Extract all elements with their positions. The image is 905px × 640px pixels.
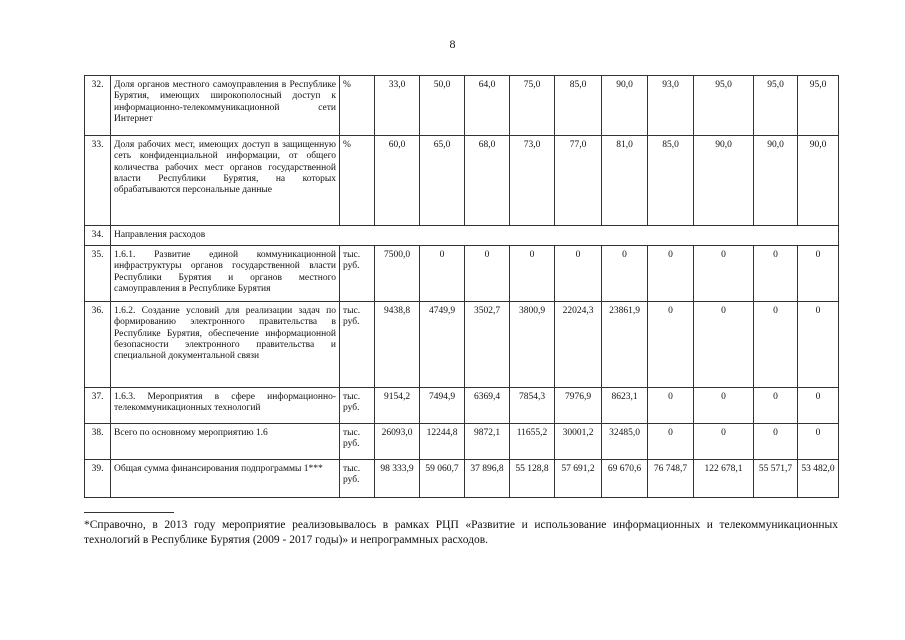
value-cell: 23861,9 — [602, 302, 648, 388]
value-cell: 9154,2 — [375, 388, 420, 424]
value-cell: 4749,9 — [420, 302, 465, 388]
value-cell: 7854,3 — [510, 388, 555, 424]
row-unit: тыс. руб. — [340, 424, 375, 460]
value-cell: 50,0 — [420, 76, 465, 136]
value-cell: 0 — [754, 302, 798, 388]
value-cell: 90,0 — [754, 136, 798, 226]
value-cell: 0 — [648, 246, 694, 302]
value-cell: 0 — [798, 246, 839, 302]
value-cell: 3800,9 — [510, 302, 555, 388]
row-unit: тыс. руб. — [340, 388, 375, 424]
value-cell: 0 — [602, 246, 648, 302]
value-cell: 0 — [694, 424, 754, 460]
value-cell: 11655,2 — [510, 424, 555, 460]
table-row — [85, 246, 839, 302]
value-cell: 33,0 — [375, 76, 420, 136]
value-cell: 0 — [754, 246, 798, 302]
table-row — [85, 302, 839, 388]
value-cell: 65,0 — [420, 136, 465, 226]
row-description: Всего по основному мероприятию 1.6 — [111, 424, 340, 460]
value-cell: 7976,9 — [555, 388, 602, 424]
value-cell: 0 — [465, 246, 510, 302]
value-cell: 76 748,7 — [648, 460, 694, 498]
row-description: 1.6.3. Мероприятия в сфере информационно-телекоммуникационных технологий — [111, 388, 340, 424]
value-cell: 0 — [420, 246, 465, 302]
row-number: 38. — [85, 424, 111, 460]
table-row — [85, 388, 839, 424]
value-cell: 68,0 — [465, 136, 510, 226]
value-cell: 0 — [754, 388, 798, 424]
row-number: 32. — [85, 76, 111, 136]
value-cell: 26093,0 — [375, 424, 420, 460]
table-row — [85, 136, 839, 226]
value-cell: 122 678,1 — [694, 460, 754, 498]
value-cell: 95,0 — [694, 76, 754, 136]
table-row — [85, 226, 839, 246]
indicators-table — [84, 75, 839, 498]
value-cell: 7494,9 — [420, 388, 465, 424]
value-cell: 12244,8 — [420, 424, 465, 460]
row-unit: % — [340, 76, 375, 136]
value-cell: 55 571,7 — [754, 460, 798, 498]
value-cell: 75,0 — [510, 76, 555, 136]
value-cell: 6369,4 — [465, 388, 510, 424]
row-description: Направления расходов — [111, 226, 839, 246]
row-description: Доля органов местного самоуправления в Республике Бурятия, имеющих широкополосный доступ к информационно-телекоммуникационной сети Интернет — [111, 76, 340, 136]
row-number: 37. — [85, 388, 111, 424]
value-cell: 57 691,2 — [555, 460, 602, 498]
value-cell: 22024,3 — [555, 302, 602, 388]
value-cell: 9438,8 — [375, 302, 420, 388]
row-unit: тыс. руб. — [340, 246, 375, 302]
value-cell: 8623,1 — [602, 388, 648, 424]
row-unit: тыс. руб. — [340, 460, 375, 498]
value-cell: 3502,7 — [465, 302, 510, 388]
value-cell: 93,0 — [648, 76, 694, 136]
row-description: Общая сумма финансирования подпрограммы 1*** — [111, 460, 340, 498]
row-unit: тыс. руб. — [340, 302, 375, 388]
row-number: 39. — [85, 460, 111, 498]
row-number: 33. — [85, 136, 111, 226]
value-cell: 98 333,9 — [375, 460, 420, 498]
value-cell: 81,0 — [602, 136, 648, 226]
value-cell: 90,0 — [798, 136, 839, 226]
value-cell: 64,0 — [465, 76, 510, 136]
table-row — [85, 424, 839, 460]
value-cell: 85,0 — [555, 76, 602, 136]
value-cell: 73,0 — [510, 136, 555, 226]
value-cell: 55 128,8 — [510, 460, 555, 498]
value-cell: 53 482,0 — [798, 460, 839, 498]
value-cell: 0 — [510, 246, 555, 302]
value-cell: 85,0 — [648, 136, 694, 226]
value-cell: 0 — [754, 424, 798, 460]
row-description: 1.6.2. Создание условий для реализации задач по формированию электронного правительства в Республике Бурятия, обеспечение информационной безопасности электронного правительства и специальной документальной связи — [111, 302, 340, 388]
row-description: 1.6.1. Развитие единой коммуникационной инфраструктуры органов государственной власти Республики Бурятия и органов местного самоуправления в Республике Бурятия — [111, 246, 340, 302]
footnote-divider — [84, 512, 174, 513]
value-cell: 0 — [648, 388, 694, 424]
value-cell: 0 — [798, 388, 839, 424]
value-cell: 95,0 — [798, 76, 839, 136]
value-cell: 90,0 — [694, 136, 754, 226]
value-cell: 90,0 — [602, 76, 648, 136]
row-number: 35. — [85, 246, 111, 302]
value-cell: 0 — [555, 246, 602, 302]
value-cell: 69 670,6 — [602, 460, 648, 498]
value-cell: 9872,1 — [465, 424, 510, 460]
table-row — [85, 460, 839, 498]
value-cell: 60,0 — [375, 136, 420, 226]
row-number: 36. — [85, 302, 111, 388]
value-cell: 0 — [798, 424, 839, 460]
value-cell: 7500,0 — [375, 246, 420, 302]
value-cell: 0 — [648, 424, 694, 460]
value-cell: 59 060,7 — [420, 460, 465, 498]
value-cell: 0 — [694, 388, 754, 424]
value-cell: 30001,2 — [555, 424, 602, 460]
value-cell: 0 — [694, 246, 754, 302]
row-unit: % — [340, 136, 375, 226]
value-cell: 37 896,8 — [465, 460, 510, 498]
value-cell: 32485,0 — [602, 424, 648, 460]
value-cell: 0 — [694, 302, 754, 388]
value-cell: 77,0 — [555, 136, 602, 226]
row-number: 34. — [85, 226, 111, 246]
value-cell: 95,0 — [754, 76, 798, 136]
value-cell: 0 — [798, 302, 839, 388]
page-number: 8 — [449, 37, 456, 51]
row-description: Доля рабочих мест, имеющих доступ в защищенную сеть конфиденциальной информации, от общего количества рабочих мест органов государственной власти Республики Бурятия, на которых обрабатываются персональные данные — [111, 136, 340, 226]
table-body — [85, 76, 839, 498]
footnote: *Справочно, в 2013 году мероприятие реализовывалось в рамках РЦП «Развитие и использование информационных и телекоммуникационных технологий в Республике Бурятия (2009 - 2017 годы)» и непрограммных расходов. — [84, 519, 838, 546]
table-row — [85, 76, 839, 136]
value-cell: 0 — [648, 302, 694, 388]
